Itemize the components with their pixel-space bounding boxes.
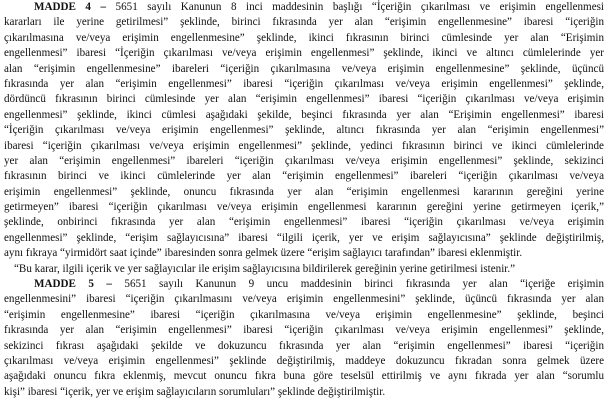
article-4-line-14: getirmeyen” ibaresi “içeriğin çıkarılması ve/veya erişimin engellenmesi kararının gereğini yerine getirmeyen içerik,” [4,201,604,214]
article-4-line-17: aynı fıkraya “yirmidört saat içinde” ibaresinden sonra gelmek üzere “erişim sağlayıcı tarafından” ibaresi eklenmiştir. [4,247,523,260]
article-4-line-9: “İçeriğin çıkarılması ve/veya erişimin engellenmesi” şeklinde, altıncı fıkrasında yer alan “erişimin engellenmesi” [4,124,604,137]
article-4-line-7: dördüncü fıkrasının birinci cümlesinde yer alan “erişimin engellenmesi” ibaresi “içeriğin çıkarılması ve/veya erişimin [4,93,604,106]
article-5-line-6: çıkarılması ve/veya erişimin engellenmesi” şeklinde değiştirilmiş, maddeye dokuzuncu fıkradan sonra gelmek üzere [4,354,604,367]
article-4-line-11: yer alan “erişimin engellenmesi” ibareleri “içeriğin çıkarılması ve/veya erişimin engellenmesi” şeklinde, sekizinci [4,154,604,167]
article-4-quote: “Bu karar, ilgili içerik ve yer sağlayıcılar ile erişim sağlayıcısına bildirilerek gereğinin yerine getirilmesi istenir.” [14,262,516,275]
article-5-line-1 [4,277,604,292]
document-body [4,0,604,400]
article-5-line-8: kişi” ibaresi “içerik, yer ve erişim sağlayıcıların sorumluları” şeklinde değiştirilmiştir. [4,385,386,398]
article-4-line-5: alan “erişimin engellenmesine” ibareleri “içeriğin çıkarılmasına ve/veya erişimin engellenmesine” şeklinde, üçüncü [4,62,604,75]
article-4-line-12: fıkrasının birinci ve ikinci cümlelerinde yer alan “erişimin engellenmesi” ibareleri “içeriğin çıkarılması ve/veya [4,170,604,183]
article-5 [4,277,604,400]
article-4-heading: MADDE 4 – [34,1,107,13]
article-4-line-6: fıkrasında yer alan “erişimin engellenmesi” ibaresi “içeriğin çıkarılması ve/veya erişimin engellenmesi” şeklinde, [4,77,604,90]
article-5-line-5: sekizinci fıkrası aşağıdaki şekilde ve dokuzuncu fıkrasında yer alan “erişimin engellenmesi” ibaresi “içeriğin [4,339,604,352]
article-4 [4,0,604,277]
article-4-line-1 [4,0,604,15]
article-5-heading: MADDE 5 – [34,278,112,291]
article-4-line-2: kararları ile yerine getirilmesi” şeklinde, birinci fıkrasında yer alan “erişimin engellenmesine” ibaresi “içeriğin [4,16,604,29]
article-5-line-3: “erişimin engellenmesine” ibaresi “içeriğin çıkarılmasına ve/veya erişimin engellenmesine” şeklinde, beşinci [4,308,604,321]
article-4-line-13: erişimin engellenmesi” şeklinde, onuncu fıkrasında yer alan “erişimin engellenmesi kararının gereğini yerine [4,185,604,198]
article-4-line-1-text: 5651 sayılı Kanunun 8 inci maddesinin başlığı “İçeriğin çıkarılması ve erişimin engellenmesi [115,1,604,13]
article-4-line-3: çıkarılmasına ve/veya erişimin engellenmesine” şeklinde, ikinci fıkrasının birinci cümlesinde yer alan “Erişimin [4,31,604,44]
article-5-line-4: fıkrasında yer alan “erişimin engellenmesi” ibaresi “içeriğin çıkarılması ve/veya erişimin engellenmesi” şeklinde, [4,324,604,337]
article-5-line-2: engellenmesini” ibaresi “içeriğin çıkarılmasını ve/veya erişimin engellenmesini” şeklinde, üçüncü fıkrasında yer alan [4,293,604,306]
article-4-line-10: ibaresi “içeriğin çıkarılması ve/veya erişimin engellenmesi” şeklinde, yedinci fıkrasının birinci ve ikinci cümlelerinde [4,139,604,152]
article-4-line-4: engellenmesi” ibaresi “İçeriğin çıkarılması ve/veya erişimin engellenmesi” şeklinde, ikinci ve altıncı cümlelerinde yer [4,47,604,60]
article-4-line-15: şeklinde, onbirinci fıkrasında yer alan “erişimin engellenmesi” ibaresi “içeriğin çıkarılması ve/veya erişimin [4,216,604,229]
article-4-line-8: engellenmesi” şeklinde, ikinci cümlesi aşağıdaki şekilde, beşinci fıkrasında yer alan “Erişimin engellenmesi” ibaresi [4,108,604,121]
article-4-line-16: engellenmesi” şeklinde, “erişim sağlayıcısına” ibaresi “ilgili içerik, yer ve erişim sağlayıcısına” şeklinde değiştirilmiş, [4,231,604,244]
article-5-line-1-text: 5651 sayılı Kanunun 9 uncu maddesinin birinci fıkrasında yer alan “içeriğe erişimin [124,278,604,291]
article-5-line-7: aşağıdaki onuncu fıkra eklenmiş, mevcut onuncu fıkra buna göre teselsül ettirilmiş ve aynı fıkrada yer alan “sorumlu [4,370,604,383]
